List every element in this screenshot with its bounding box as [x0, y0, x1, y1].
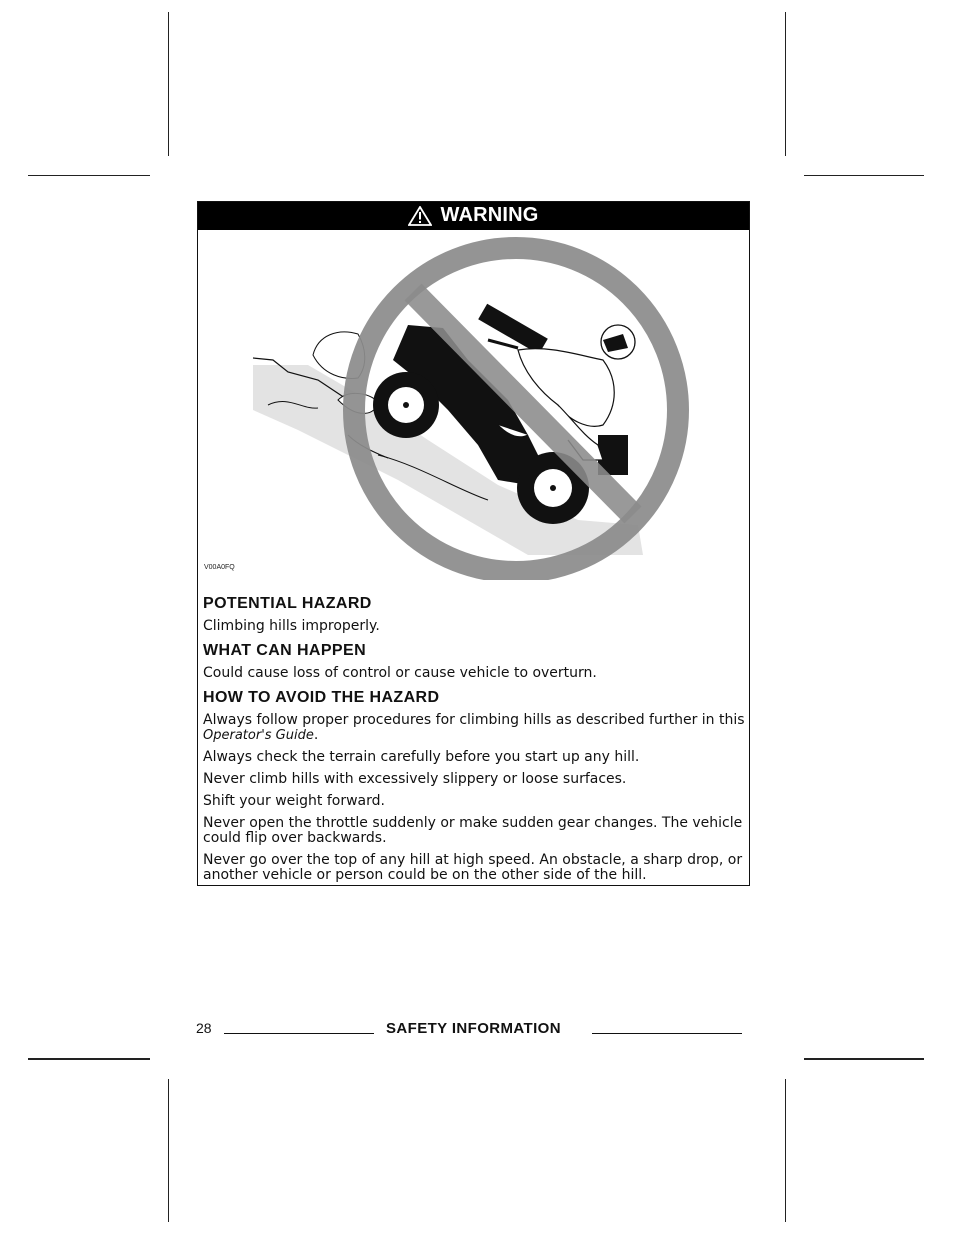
figure-code: V00A0FQ — [204, 564, 235, 571]
what-can-happen-text: Could cause loss of control or cause vehicle to overturn. — [203, 665, 597, 681]
avoid-paragraph-1-text: Always follow proper procedures for climbing hills as described further in this — [203, 712, 745, 728]
crop-mark-top-right-vertical — [785, 12, 786, 156]
hill-climb-illustration — [198, 230, 749, 580]
crop-mark-top-left-horizontal — [28, 175, 150, 176]
potential-hazard-text: Climbing hills improperly. — [203, 618, 380, 634]
warning-content — [203, 594, 748, 890]
avoid-paragraph-1-end: . — [313, 727, 319, 743]
avoid-paragraph-6: Never go over the top of any hill at high speed. An obstacle, a sharp drop, or another vehicle or person could be on the other side of the hill. — [203, 852, 743, 883]
what-can-happen-heading: WHAT CAN HAPPEN — [203, 642, 367, 659]
avoid-paragraph-4: Shift your weight forward. — [203, 793, 385, 809]
footer-rule-left — [224, 1033, 374, 1034]
potential-hazard-heading: POTENTIAL HAZARD — [203, 595, 372, 612]
footer-section-title: SAFETY INFORMATION — [386, 1020, 561, 1037]
warning-triangle-icon — [408, 206, 432, 226]
crop-mark-bottom-left-horizontal — [28, 1058, 150, 1060]
crop-mark-top-left-vertical — [168, 12, 169, 156]
crop-mark-bottom-right-horizontal — [804, 1058, 924, 1060]
crop-mark-top-right-horizontal — [804, 175, 924, 176]
warning-header — [198, 202, 749, 230]
avoid-paragraph-1 — [203, 713, 748, 743]
page-number: 28 — [196, 1020, 212, 1036]
warning-title: WARNING — [440, 204, 539, 226]
crop-mark-bottom-right-vertical — [785, 1079, 786, 1222]
operators-guide-reference: Operator's Guide — [203, 728, 314, 743]
avoid-paragraph-3: Never climb hills with excessively slippery or loose surfaces. — [203, 771, 627, 787]
avoid-paragraph-5: Never open the throttle suddenly or make sudden gear changes. The vehicle could flip over backwards. — [203, 815, 743, 846]
avoid-paragraph-2: Always check the terrain carefully before you start up any hill. — [203, 749, 640, 765]
footer-rule-right — [592, 1033, 742, 1034]
how-to-avoid-heading: HOW TO AVOID THE HAZARD — [203, 689, 440, 706]
crop-mark-bottom-left-vertical — [168, 1079, 169, 1222]
page-footer — [196, 1020, 744, 1040]
warning-box — [197, 201, 750, 886]
